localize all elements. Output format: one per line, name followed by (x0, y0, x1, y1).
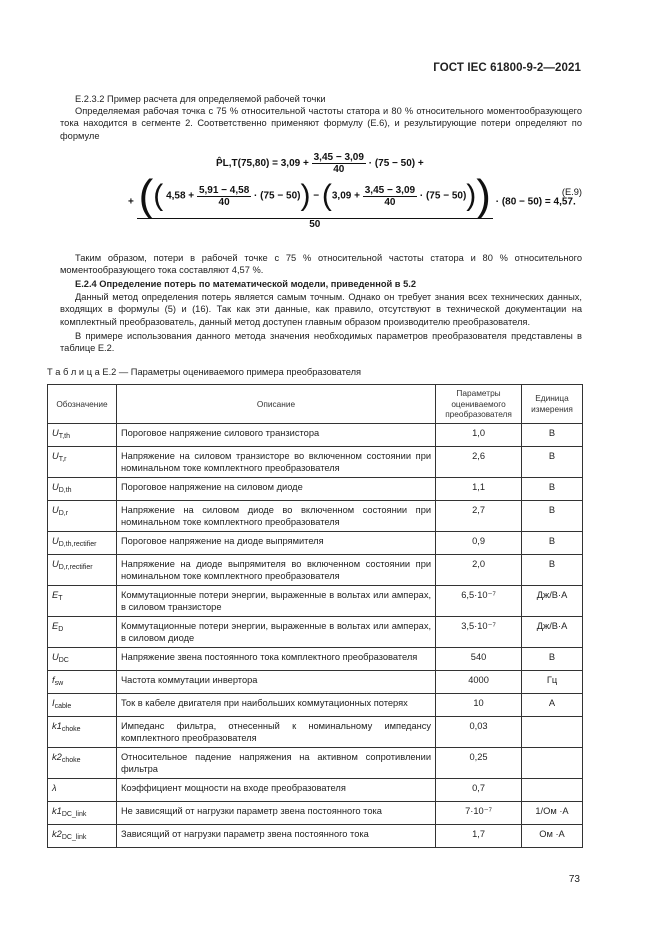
section-title-e232: E.2.3.2 Пример расчета для определяемой рабочей точки (75, 94, 326, 104)
symbol-subscript: DC_link (61, 810, 87, 818)
table-row (48, 554, 583, 585)
cell-value: 2,0 (436, 554, 522, 585)
cell-value: 6,5·10⁻⁷ (436, 585, 522, 616)
cell-value: 1,0 (436, 423, 522, 446)
symbol-subscript: DC_link (61, 833, 87, 841)
table-row (48, 693, 583, 716)
cell-value: 2,7 (436, 500, 522, 531)
cell-description: Напряжение на диоде выпрямителя во включенном состоянии при номинальном токе комплектного преобразователя (116, 554, 435, 585)
cell-unit: В (522, 554, 583, 585)
cell-description: Коммутационные потери энергии, выраженные в вольтах или амперах, в силовом транзисторе (116, 585, 435, 616)
table-header-row (48, 385, 583, 424)
symbol-subscript: D,r,rectifier (58, 563, 93, 571)
result-paragraph: Таким образом, потери в рабочей точке с 75 % относительной частоты статора и 80 % относительного моментообразующего тока составляют 4,57 %. (60, 253, 582, 276)
symbol: U (52, 651, 59, 662)
symbol: U (52, 535, 59, 546)
cell-symbol (48, 716, 117, 747)
symbol: k1 (52, 720, 62, 731)
cell-description: Пороговое напряжение на диоде выпрямителя (116, 531, 435, 554)
table-row (48, 801, 583, 824)
formula-lhs: P̂L,T(75,80) = 3,09 + (216, 158, 309, 170)
cell-unit: В (522, 531, 583, 554)
symbol: I (52, 697, 55, 708)
table-row (48, 716, 583, 747)
cell-unit: Ом ·А (522, 824, 583, 847)
table-row (48, 647, 583, 670)
symbol: k1 (52, 805, 62, 816)
cell-unit: В (522, 446, 583, 477)
cell-description: Коэффициент мощности на входе преобразователя (116, 778, 435, 801)
cell-value: 7·10⁻⁷ (436, 801, 522, 824)
symbol-subscript: sw (54, 679, 64, 687)
e24-paragraph-2: В примере использования данного метода значения необходимых параметров преобразователя представлены в таблице E.2. (60, 331, 582, 354)
cell-unit: В (522, 647, 583, 670)
e24-paragraph-1: Данный метод определения потерь является самым точным. Однако он требует знания всех технических данных, входящих в формулы (5) и (16). Так как эти данные, как правило, отсутствуют в технической документации на комплектный преобразователь, данный метод доступен главным образом производителю преобразователя. (60, 292, 582, 327)
table-row (48, 585, 583, 616)
cell-value: 0,9 (436, 531, 522, 554)
table-row (48, 824, 583, 847)
cell-symbol (48, 647, 117, 670)
symbol: E (52, 589, 59, 600)
header-value: Параметры оцениваемого преобразователя (436, 385, 522, 424)
symbol-subscript: D,th,rectifier (58, 540, 97, 548)
table-row (48, 778, 583, 801)
header-description: Описание (116, 385, 435, 424)
cell-unit: В (522, 423, 583, 446)
table-row (48, 616, 583, 647)
table-row (48, 531, 583, 554)
table-row (48, 747, 583, 778)
cell-description: Зависящий от нагрузки параметр звена постоянного тока (116, 824, 435, 847)
symbol-subscript: T (58, 594, 63, 602)
cell-unit: Гц (522, 670, 583, 693)
header-symbol: Обозначение (48, 385, 117, 424)
symbol: k2 (52, 828, 62, 839)
cell-description: Напряжение на силовом транзисторе во включенном состоянии при номинальном токе комплектного преобразователя (116, 446, 435, 477)
symbol-subscript: D,th (58, 486, 72, 494)
cell-description: Не зависящий от нагрузки параметр звена постоянного тока (116, 801, 435, 824)
symbol-subscript: D,r (58, 509, 69, 517)
cell-value: 0,7 (436, 778, 522, 801)
cell-value: 10 (436, 693, 522, 716)
cell-unit: Дж/В·А (522, 616, 583, 647)
intro-paragraph: Определяемая рабочая точка с 75 % относительной частоты статора и 80 % относительного моментообразующего тока находится в сегменте 2. Соответственно применяют формулу (E.6), и результирующие потери определяют по формуле (60, 106, 582, 141)
equation-number: (E.9) (561, 187, 582, 197)
symbol: E (52, 620, 59, 631)
cell-symbol (48, 477, 117, 500)
formula-line-1: P̂L,T(75,80) = 3,09 + $\frac{3,45 - 3,09}{40}$ · (75 − 50) + (216, 152, 424, 175)
header-unit: Единица измерения (522, 385, 583, 424)
cell-unit (522, 747, 583, 778)
parameters-table (47, 384, 583, 848)
cell-value: 1,1 (436, 477, 522, 500)
symbol: f (52, 674, 55, 685)
cell-symbol (48, 554, 117, 585)
cell-unit: А (522, 693, 583, 716)
cell-symbol (48, 423, 117, 446)
table-row (48, 423, 583, 446)
formula-line-2: + (( 4,58 + $\frac{5,91 - 4,58}{40}$ · (75 − 50)) − (3,09 + $\frac{3,45 - 3,09}{40}$ · (75 − 50))) 50 · (80 − 50) = 4,57. (128, 171, 576, 230)
fraction-1: $\frac{3,45 - 3,09}{40}$ (313, 152, 364, 175)
symbol: λ (52, 782, 57, 793)
symbol: U (52, 481, 59, 492)
cell-symbol (48, 747, 117, 778)
cell-symbol (48, 616, 117, 647)
cell-description: Коммутационные потери энергии, выраженные в вольтах или амперах, в силовом диоде (116, 616, 435, 647)
cell-description: Напряжение на силовом диоде во включенном состоянии при номинальном токе комплектного преобразователя (116, 500, 435, 531)
cell-unit (522, 778, 583, 801)
cell-description: Ток в кабеле двигателя при наибольших коммутационных потерях (116, 693, 435, 716)
document-header: ГОСТ IEC 61800-9-2—2021 (433, 62, 581, 74)
symbol: U (52, 504, 59, 515)
table-row (48, 446, 583, 477)
cell-description: Частота коммутации инвертора (116, 670, 435, 693)
cell-symbol (48, 670, 117, 693)
table-row (48, 670, 583, 693)
cell-value: 1,7 (436, 824, 522, 847)
cell-unit: В (522, 477, 583, 500)
cell-description: Импеданс фильтра, отнесенный к номинальному импедансу комплектного преобразователя (116, 716, 435, 747)
symbol-subscript: cable (54, 702, 72, 710)
symbol-subscript: choke (61, 756, 81, 764)
cell-unit: 1/Ом ·А (522, 801, 583, 824)
cell-description: Пороговое напряжение на силовом диоде (116, 477, 435, 500)
table-row (48, 500, 583, 531)
symbol-subscript: DC (58, 656, 69, 664)
outer-fraction: (( 4,58 + $\frac{5,91 - 4,58}{40}$ · (75 − 50)) − (3,09 + $\frac{3,45 - 3,09}{40}$ · (75 − 50))) 50 (138, 171, 491, 230)
cell-symbol (48, 824, 117, 847)
symbol-subscript: choke (61, 725, 81, 733)
cell-value: 4000 (436, 670, 522, 693)
symbol-subscript: T,r (58, 455, 67, 463)
cell-unit: В (522, 500, 583, 531)
symbol: k2 (52, 751, 62, 762)
cell-symbol (48, 500, 117, 531)
cell-value: 3,5·10⁻⁷ (436, 616, 522, 647)
table-row (48, 477, 583, 500)
cell-description: Относительное падение напряжения на активном сопротивлении фильтра (116, 747, 435, 778)
symbol-subscript: T,th (58, 432, 71, 440)
cell-symbol (48, 778, 117, 801)
cell-symbol (48, 585, 117, 616)
symbol: U (52, 558, 59, 569)
cell-value: 2,6 (436, 446, 522, 477)
cell-unit: Дж/В·А (522, 585, 583, 616)
cell-symbol (48, 801, 117, 824)
cell-value: 540 (436, 647, 522, 670)
cell-symbol (48, 446, 117, 477)
cell-symbol (48, 531, 117, 554)
cell-symbol (48, 693, 117, 716)
table-caption: Т а б л и ц а E.2 — Параметры оцениваемого примера преобразователя (47, 367, 362, 377)
cell-value: 0,25 (436, 747, 522, 778)
cell-value: 0,03 (436, 716, 522, 747)
cell-description: Пороговое напряжение силового транзистора (116, 423, 435, 446)
section-heading-e24: E.2.4 Определение потерь по математической модели, приведенной в 5.2 (75, 279, 417, 289)
page-number: 73 (568, 874, 580, 885)
symbol: U (52, 450, 59, 461)
cell-description: Напряжение звена постоянного тока комплектного преобразователя (116, 647, 435, 670)
symbol: U (52, 427, 59, 438)
cell-unit (522, 716, 583, 747)
symbol-subscript: D (58, 625, 64, 633)
